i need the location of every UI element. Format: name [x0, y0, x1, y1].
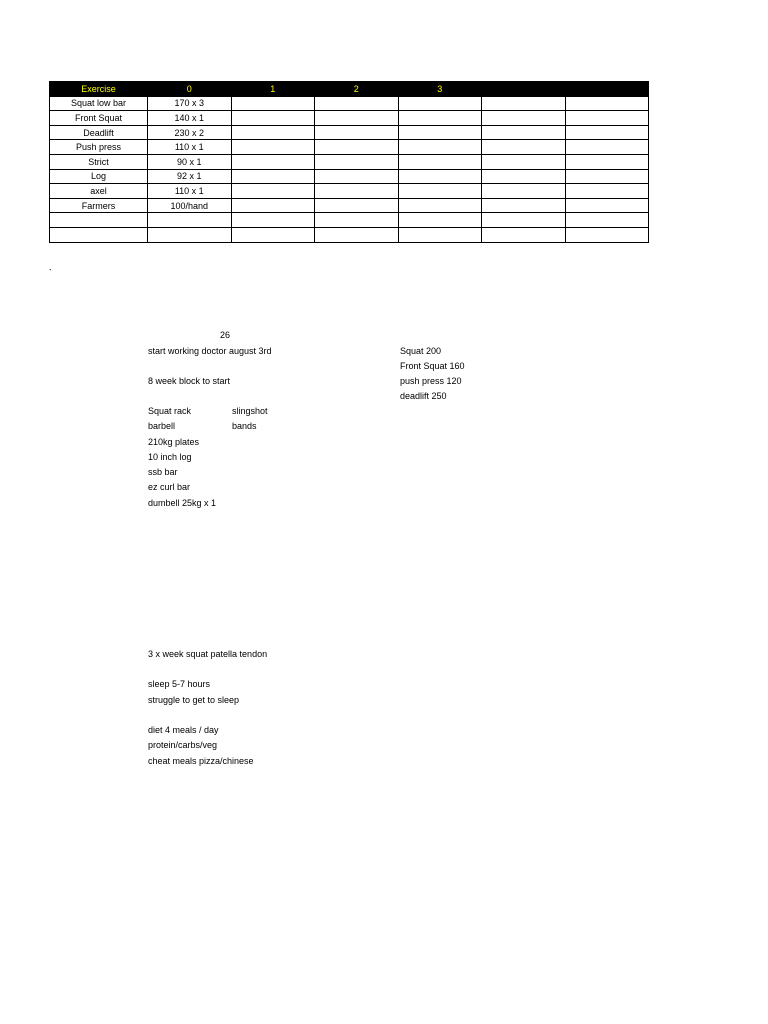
weight-cell: [231, 125, 315, 140]
weight-cell: [315, 140, 399, 155]
weight-cell: [231, 154, 315, 169]
weight-cell: [482, 198, 566, 213]
weight-cell: [148, 227, 232, 242]
weight-cell: [565, 213, 649, 228]
weight-cell: [231, 96, 315, 111]
weight-cell: [398, 213, 482, 228]
weight-cell: [398, 111, 482, 126]
note-start-working: start working doctor august 3rd: [148, 346, 272, 356]
note-age: 26: [220, 330, 231, 340]
equipment-item: bands: [232, 421, 257, 431]
weight-cell: [565, 111, 649, 126]
table-row: [50, 198, 649, 213]
weight-cell: [482, 227, 566, 242]
weight-cell: [482, 125, 566, 140]
weight-cell: [398, 125, 482, 140]
weight-cell: [482, 184, 566, 199]
table-row: [50, 140, 649, 155]
equipment-item: dumbell 25kg x 1: [148, 498, 217, 508]
exercise-cell: axel: [50, 184, 148, 199]
weight-cell: [398, 169, 482, 184]
weight-cell: [565, 154, 649, 169]
note-block: 8 week block to start: [148, 376, 231, 386]
weight-cell: [315, 154, 399, 169]
weight-cell: [482, 140, 566, 155]
weight-cell: [315, 184, 399, 199]
equipment-item: 210kg plates: [148, 437, 200, 447]
header-exercise: Exercise: [50, 82, 148, 97]
header-week-3: 3: [398, 82, 482, 97]
weight-cell: [231, 198, 315, 213]
weight-cell: [482, 169, 566, 184]
weight-cell: 230 x 2: [148, 125, 232, 140]
weight-cell: [231, 184, 315, 199]
weight-cell: [315, 227, 399, 242]
weight-cell: [565, 140, 649, 155]
weight-cell: [398, 184, 482, 199]
note-sleep-hours: sleep 5-7 hours: [148, 679, 211, 689]
weight-cell: [398, 227, 482, 242]
weight-cell: 92 x 1: [148, 169, 232, 184]
weight-cell: [482, 154, 566, 169]
equipment-item: ssb bar: [148, 467, 178, 477]
weight-cell: [315, 125, 399, 140]
exercise-cell: Squat low bar: [50, 96, 148, 111]
table-row: [50, 154, 649, 169]
weight-cell: [231, 111, 315, 126]
table-body: [50, 96, 649, 242]
exercise-cell: Strict: [50, 154, 148, 169]
table-row: [50, 111, 649, 126]
table-row: [50, 184, 649, 199]
weight-cell: 90 x 1: [148, 154, 232, 169]
exercise-cell: Log: [50, 169, 148, 184]
weight-cell: [315, 213, 399, 228]
weight-cell: [565, 169, 649, 184]
header-blank-6: [565, 82, 649, 97]
weight-cell: [398, 140, 482, 155]
equipment-item: 10 inch log: [148, 452, 192, 462]
table-header-row: [50, 82, 649, 97]
target-lift: push press 120: [400, 376, 462, 386]
table-row: [50, 125, 649, 140]
table-row: [50, 96, 649, 111]
equipment-item: ez curl bar: [148, 482, 191, 492]
table-row: [50, 169, 649, 184]
weight-cell: [565, 184, 649, 199]
exercise-cell: [50, 227, 148, 242]
table-row: [50, 227, 649, 242]
weight-cell: 140 x 1: [148, 111, 232, 126]
weight-cell: [315, 96, 399, 111]
weight-cell: 110 x 1: [148, 184, 232, 199]
weight-cell: [231, 140, 315, 155]
note-diet-macros: protein/carbs/veg: [148, 740, 218, 750]
weight-cell: [315, 169, 399, 184]
equipment-item: barbell: [148, 421, 176, 431]
exercise-cell: Deadlift: [50, 125, 148, 140]
weight-cell: [315, 198, 399, 213]
weight-cell: [565, 96, 649, 111]
target-lift: Squat 200: [400, 346, 442, 356]
stray-mark: `: [49, 268, 52, 278]
weight-cell: 100/hand: [148, 198, 232, 213]
weight-cell: [398, 154, 482, 169]
weight-cell: [398, 198, 482, 213]
header-week-2: 2: [315, 82, 399, 97]
equipment-item: slingshot: [232, 406, 268, 416]
weight-cell: [231, 227, 315, 242]
target-lift: Front Squat 160: [400, 361, 465, 371]
exercise-cell: Farmers: [50, 198, 148, 213]
weight-cell: [231, 169, 315, 184]
table-row: [50, 213, 649, 228]
training-log-table: [49, 81, 649, 243]
note-sleep-struggle: struggle to get to sleep: [148, 695, 240, 705]
note-cheat-meals: cheat meals pizza/chinese: [148, 756, 254, 766]
weight-cell: [482, 213, 566, 228]
header-week-1: 1: [231, 82, 315, 97]
equipment-item: Squat rack: [148, 406, 192, 416]
note-squat-frequency: 3 x week squat patella tendon: [148, 649, 268, 659]
weight-cell: [482, 96, 566, 111]
weight-cell: [565, 227, 649, 242]
header-week-0: 0: [148, 82, 232, 97]
weight-cell: [565, 125, 649, 140]
exercise-cell: Front Squat: [50, 111, 148, 126]
header-blank-5: [482, 82, 566, 97]
weight-cell: [148, 213, 232, 228]
exercise-cell: Push press: [50, 140, 148, 155]
weight-cell: [482, 111, 566, 126]
exercise-cell: [50, 213, 148, 228]
weight-cell: [231, 213, 315, 228]
weight-cell: 110 x 1: [148, 140, 232, 155]
weight-cell: 170 x 3: [148, 96, 232, 111]
weight-cell: [565, 198, 649, 213]
weight-cell: [315, 111, 399, 126]
target-lift: deadlift 250: [400, 391, 447, 401]
weight-cell: [398, 96, 482, 111]
note-diet-meals: diet 4 meals / day: [148, 725, 219, 735]
